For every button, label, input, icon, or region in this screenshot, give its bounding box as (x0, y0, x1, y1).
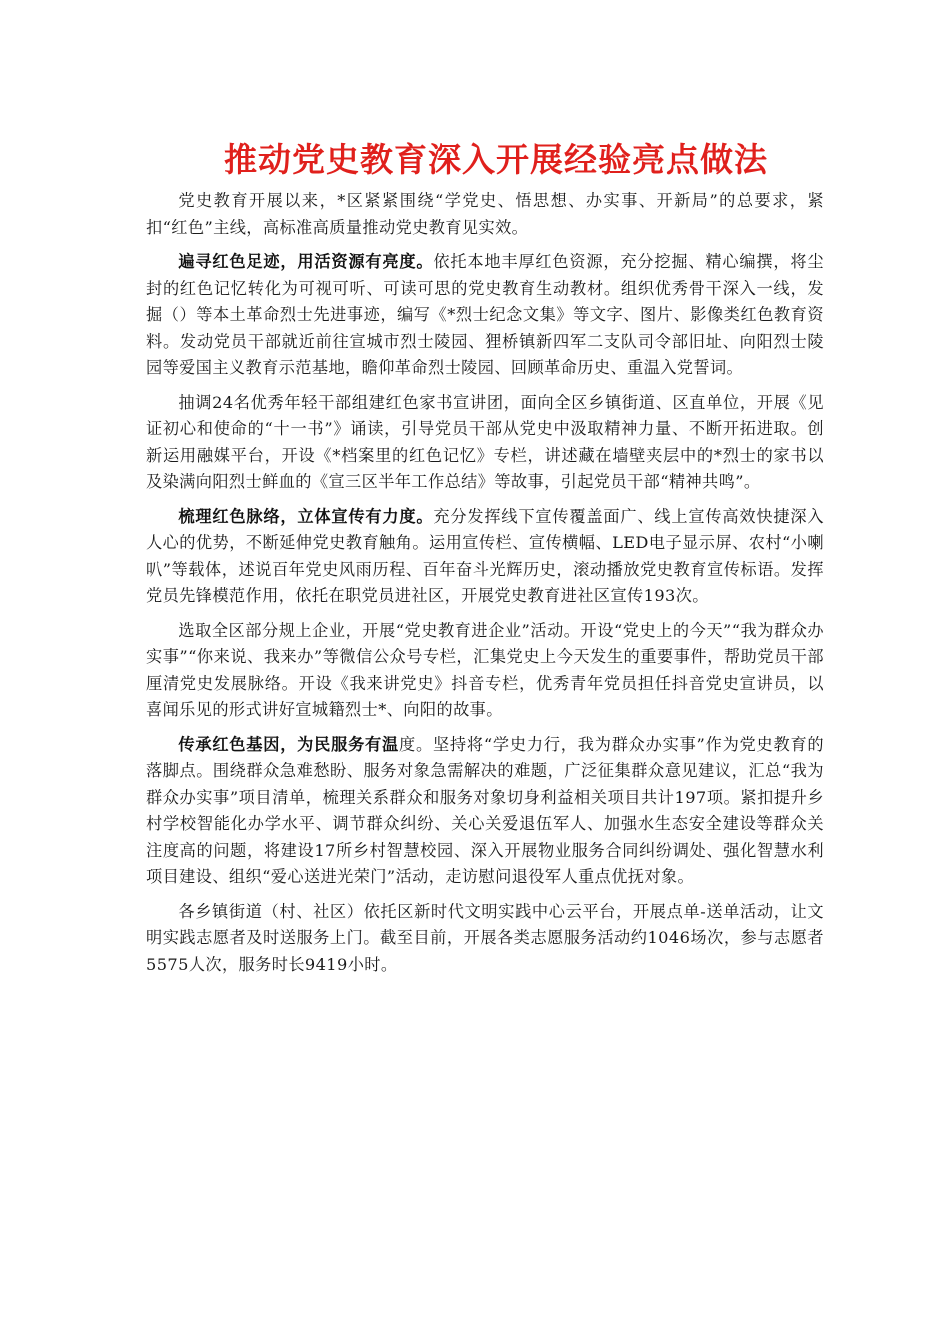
paragraph-section-3-cont (146, 899, 824, 979)
paragraph-text: 抽调24名优秀年轻干部组建红色家书宣讲团，面向全区乡镇街道、区直单位，开展《见证初心和使命的“十一书”》诵读，引导党员干部从党史中汲取精神力量、不断开拓进取。创新运用融媒平台，开设《*档案里的红色记忆》专栏，讲述藏在墙壁夹层中的*烈士的家书以及染满向阳烈士鲜血的《宣三区半年工作总结》等故事，引起党员干部“精神共鸣”。 (146, 392, 824, 491)
paragraph-section-3 (146, 732, 824, 891)
document-title: 推动党史教育深入开展经验亮点做法 (224, 140, 768, 179)
paragraph-text: 选取全区部分规上企业，开展“党史教育进企业”活动。开设“党史上的今天”“我为群众办实事”“你来说、我来办”等微信公众号专栏，汇集党史上今天发生的重要事件，帮助党员干部厘清党史发展脉络。开设《我来讲党史》抖音专栏，优秀青年党员担任抖音党史宣讲员，以喜闻乐见的形式讲好宣城籍烈士*、向阳的故事。 (146, 620, 824, 719)
paragraph-section-2-cont (146, 618, 824, 724)
paragraph-text: 充分发挥线下宣传覆盖面广、线上宣传高效快捷深入人心的优势，不断延伸党史教育触角。运用宣传栏、宣传横幅、LED电子显示屏、农村“小喇叭”等载体，述说百年党史风雨历程、百年奋斗光辉历史，滚动播放党史教育宣传标语。发挥党员先锋模范作用，依托在职党员进社区，开展党史教育进社区宣传193次。 (146, 506, 825, 605)
paragraph-text: 度。坚持将“学史力行，我为群众办实事”作为党史教育的落脚点。围绕群众急难愁盼、服务对象急需解决的难题，广泛征集群众意见建议，汇总“我为群众办实事”项目清单，梳理关系群众和服务对象切身利益相关项目共计197项。紧扣提升乡村学校智能化办学水平、调节群众纠纷、关心关爱退伍军人、加强水生态安全建设等群众关注度高的问题，将建设17所乡村智慧校园、深入开展物业服务合同纠纷调处、强化智慧水利项目建设、组织“爱心送进光荣门”活动，走访慰问退役军人重点优抚对象。 (146, 734, 824, 886)
paragraph-section-1 (146, 249, 824, 382)
paragraph-text: 党史教育开展以来，*区紧紧围绕“学党史、悟思想、办实事、开新局”的总要求，紧扣“红色”主线，高标准高质量推动党史教育见实效。 (146, 191, 824, 237)
paragraph-section-1-cont (146, 390, 824, 496)
paragraph-text: 各乡镇街道（村、社区）依托区新时代文明实践中心云平台，开展点单-送单活动，让文明实践志愿者及时送服务上门。截至目前，开展各类志愿服务活动约1046场次，参与志愿者5575人次，服务时长9419小时。 (146, 901, 824, 974)
section-heading: 传承红色基因，为民服务有温 (178, 734, 399, 754)
section-heading: 遍寻红色足迹，用活资源有亮度。 (178, 252, 434, 271)
document-body (146, 188, 824, 986)
paragraph-section-2 (146, 504, 824, 610)
section-heading: 梳理红色脉络，立体宣传有力度。 (178, 506, 434, 526)
paragraph-intro (146, 188, 824, 241)
paragraph-text: 依托本地丰厚红色资源，充分挖掘、精心编撰，将尘封的红色记忆转化为可视可听、可读可思的党史教育生动教材。组织优秀骨干深入一线，发掘（）等本土革命烈士先进事迹，编写《*烈士纪念文集》等文字、图片、影像类红色教育资料。发动党员干部就近前往宣城市烈士陵园、狸桥镇新四军二支队司令部旧址、向阳烈士陵园等爱国主义教育示范基地，瞻仰革命烈士陵园、回顾革命历史、重温入党誓词。 (146, 252, 825, 377)
